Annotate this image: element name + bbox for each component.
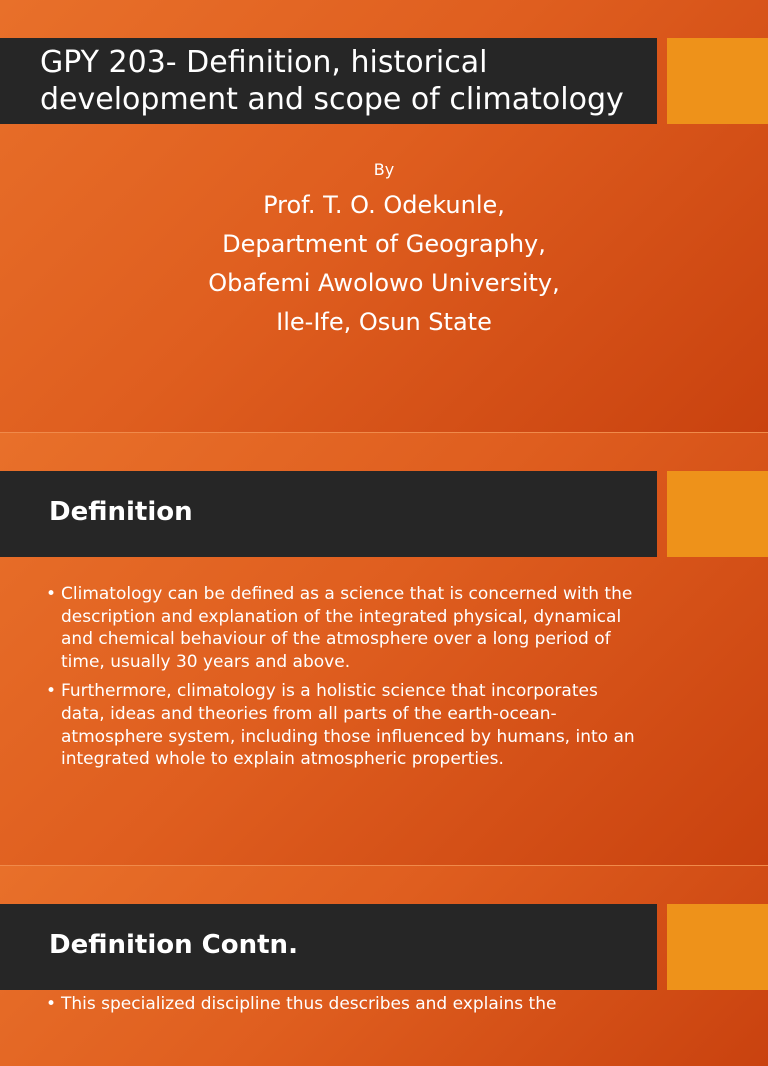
bullet-item <box>46 680 636 770</box>
author-location: Ile-Ife, Osun State <box>276 308 492 336</box>
by-label: By <box>373 160 395 179</box>
section-title-bar <box>0 471 657 557</box>
bullet-text: Furthermore, climatology is a holistic science that incorporates data, ideas and theories from all parts of the earth-ocean-atmosphere system, including those influenced by humans, into an integrated whole to explain atmospheric properties. <box>61 681 635 770</box>
bullet-text: Climatology can be defined as a science that is concerned with the description and explanation of the integrated physical, dynamical and chemical behaviour of the atmosphere over a long period of time, usually 30 years and above. <box>61 584 633 672</box>
title-slide <box>0 0 768 432</box>
bullet-icon: • <box>46 681 57 702</box>
title-line-1: GPY 203- Definition, historical <box>40 45 488 80</box>
section-title: Definition Contn. <box>49 930 298 960</box>
author-department: Department of Geography, <box>222 230 546 258</box>
bullet-list <box>46 583 636 778</box>
accent-block <box>667 904 768 990</box>
author-name: Prof. T. O. Odekunle, <box>263 191 505 219</box>
title-line-2: development and scope of climatology <box>40 82 624 117</box>
definition-contn-slide <box>0 866 768 1066</box>
accent-block <box>667 471 768 557</box>
title-bar <box>0 38 657 124</box>
bullet-icon: • <box>46 994 57 1014</box>
bullet-item <box>46 583 636 673</box>
bullet-text: This specialized discipline thus describes and explains the <box>61 994 557 1014</box>
author-university: Obafemi Awolowo University, <box>208 269 560 297</box>
section-title-bar <box>0 904 657 990</box>
author-block <box>0 186 768 342</box>
presentation-title <box>40 44 655 118</box>
definition-slide <box>0 433 768 865</box>
accent-block <box>667 38 768 124</box>
bullet-list <box>46 993 636 1023</box>
section-title: Definition <box>49 497 193 527</box>
bullet-icon: • <box>46 584 57 604</box>
bullet-item <box>46 993 636 1016</box>
